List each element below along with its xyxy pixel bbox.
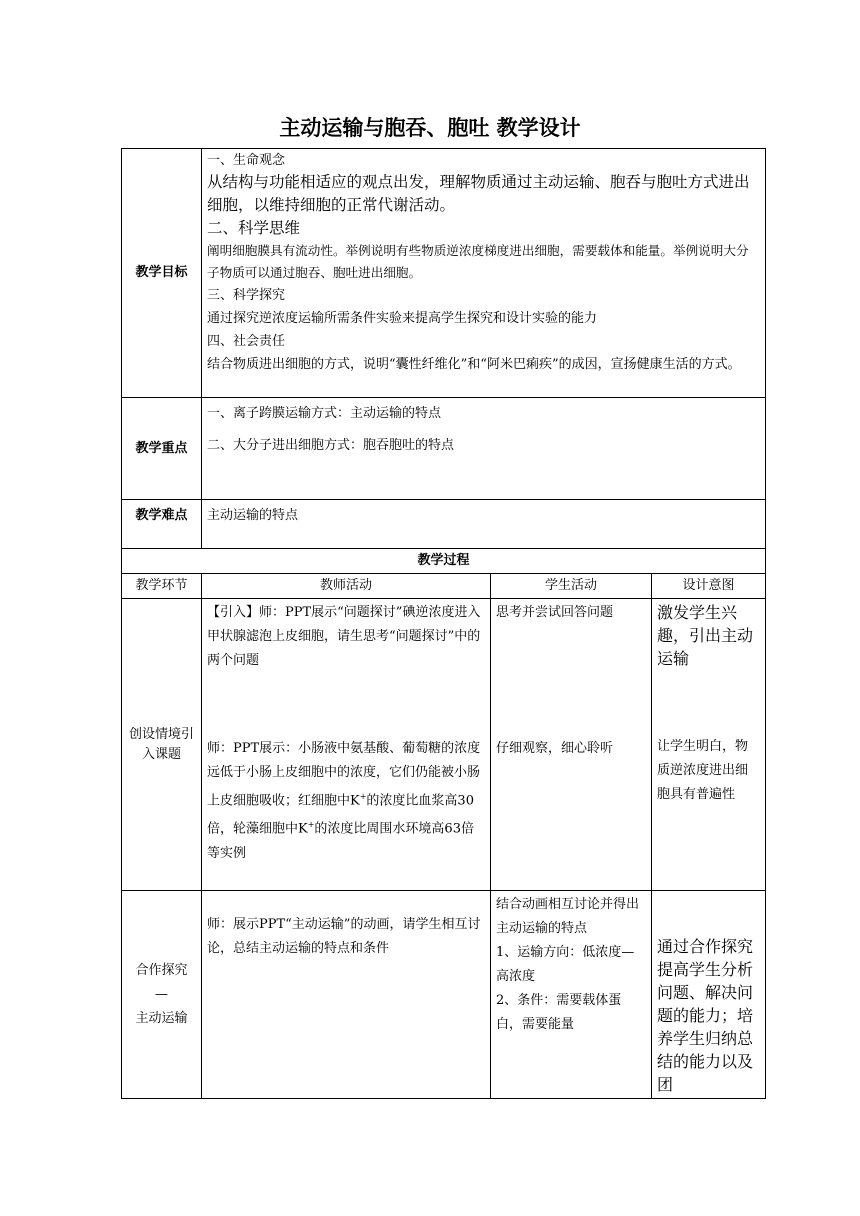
key-point-1: 一、离子跨膜运输方式：主动运输的特点 [207, 406, 442, 421]
goal-heading-2: 二、科学思维 [207, 219, 301, 237]
teacher-activity-1a: 【引入】师：PPT展示“问题探讨”碘逆浓度进入甲状腺滤泡上皮细胞，请生思考“问题探讨”中的两个问题 [207, 605, 481, 668]
student-activity-1 [491, 599, 652, 891]
goal-text-2: 阐明细胞膜具有流动性。举例说明有些物质逆浓度梯度进出细胞，需要载体和能量。举例说明大分子物质可以通过胞吞、胞吐进出细胞。 [207, 243, 749, 280]
process-row-1 [122, 599, 766, 891]
design-intent-2 [652, 891, 766, 1099]
col-stage: 教学环节 [122, 574, 202, 599]
key-point-2: 二、大分子进出细胞方式：胞吞胞吐的特点 [207, 438, 455, 453]
lesson-plan-table [121, 148, 766, 1099]
goal-text-1: 从结构与功能相适应的观点出发，理解物质通过主动运输、胞吞与胞吐方式进出细胞，以维持细胞的正常代谢活动。 [207, 173, 750, 214]
teacher-activity-2: 师：展示PPT“主动运输”的动画，请学生相互讨论，总结主动运输的特点和条件 [202, 891, 491, 1099]
design-intent-1a: 激发学生兴趣，引出主动运输 [657, 603, 754, 668]
stage-2-label-c: 主动运输 [135, 1010, 188, 1026]
col-student: 学生活动 [491, 574, 652, 599]
stage-2-label-b: — [155, 986, 168, 1002]
goals-label: 教学目标 [122, 149, 202, 398]
process-row-2 [122, 891, 766, 1099]
teacher-activity-1b-part2: 的浓度比血浆高30倍，轮藻细胞中K [207, 793, 474, 837]
process-heading: 教学过程 [122, 549, 766, 574]
process-heading-row [122, 549, 766, 574]
column-header-row [122, 574, 766, 599]
col-design: 设计意图 [652, 574, 766, 599]
difficulty-row [122, 500, 766, 549]
difficulty-label: 教学难点 [122, 500, 202, 549]
difficulty-content: 主动运输的特点 [202, 500, 766, 549]
key-points-row [122, 398, 766, 500]
goal-heading-3: 三、科学探究 [207, 288, 286, 303]
goals-content [202, 149, 766, 398]
student-activity-2 [491, 891, 652, 1099]
design-intent-1 [652, 599, 766, 891]
goal-text-4: 结合物质进出细胞的方式，说明“囊性纤维化”和“阿米巴痢疾”的成因，宣扬健康生活的方式。 [207, 357, 741, 372]
student-activity-1a: 思考并尝试回答问题 [496, 605, 614, 620]
key-points-label: 教学重点 [122, 398, 202, 500]
goal-heading-4: 四、社会责任 [207, 334, 286, 349]
student-activity-2c: 2、条件：需要载体蛋白，需要能量 [496, 993, 622, 1032]
stage-1 [122, 599, 202, 891]
ion-superscript: + [359, 792, 367, 801]
stage-2-label-a: 合作探究 [135, 962, 188, 978]
goal-text-3: 通过探究逆浓度运输所需条件实验来提高学生探究和设计实验的能力 [207, 311, 598, 326]
col-teacher: 教师活动 [202, 574, 491, 599]
design-intent-2a: 通过合作探究提高学生分析问题、解决问题的能力；培养学生归纳总结的能力以及团 [657, 937, 754, 1094]
ion-superscript-2: + [307, 820, 315, 830]
student-activity-2b: 1、运输方向：低浓度—高浓度 [496, 945, 635, 984]
student-activity-2a: 结合动画相互讨论并得出主动运输的特点 [496, 897, 640, 936]
goal-heading-1: 一、生命观念 [207, 153, 286, 168]
student-activity-1b: 仔细观察，细心聆听 [496, 741, 614, 756]
teacher-activity-1b-part1: 师：PPT展示：小肠液中氨基酸、葡萄糖的浓度远低于小肠上皮细胞中的浓度，它们仍能被小肠上皮细胞吸收；红细胞中K [207, 741, 481, 809]
goals-row [122, 149, 766, 398]
stage-2 [122, 891, 202, 1099]
key-points-content [202, 398, 766, 500]
teacher-activity-1b-part3: 的浓度比周围水环境高63倍等实例 [207, 821, 474, 861]
teacher-activity-1 [202, 599, 491, 891]
teacher-activity-1b [207, 737, 485, 866]
stage-1-label: 创设情境引入课题 [128, 726, 194, 762]
design-intent-1b: 让学生明白，物质逆浓度进出细胞具有普遍性 [657, 739, 749, 802]
page-title: 主动运输与胞吞、胞吐 教学设计 [279, 116, 581, 140]
